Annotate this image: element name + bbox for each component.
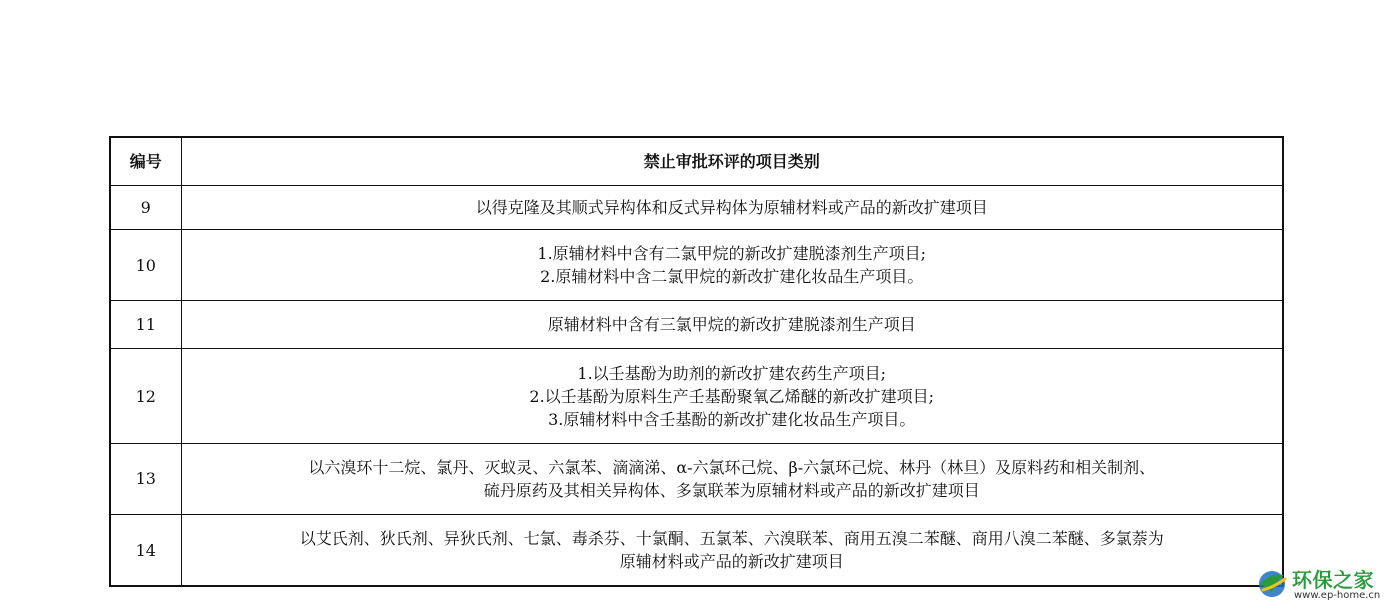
row-description: [181, 349, 1283, 443]
row-number: 11: [110, 301, 181, 349]
table-row: [110, 515, 1283, 586]
row-number: 9: [110, 185, 181, 229]
row-description: [181, 515, 1283, 586]
table-row: [110, 185, 1283, 229]
row-line: 2.以壬基酚为原料生产壬基酚聚氧乙烯醚的新改扩建项目;: [529, 386, 935, 406]
row-line: 以艾氏剂、狄氏剂、异狄氏剂、七氯、毒杀芬、十氯酮、五氯苯、六溴联苯、商用五溴二苯醚、商用八溴二苯醚、多氯萘为: [299, 529, 1164, 549]
watermark-logo: [1254, 563, 1390, 605]
row-line: 硫丹原药及其相关异构体、多氯联苯为原辅材料或产品的新改扩建项目: [483, 480, 980, 500]
row-line: 1.原辅材料中含有二氯甲烷的新改扩建脱漆剂生产项目;: [537, 244, 927, 264]
table-header-row: [110, 137, 1283, 185]
row-description: [181, 443, 1283, 514]
table-row: [110, 349, 1283, 443]
row-line: 以六溴环十二烷、氯丹、灭蚁灵、六氯苯、滴滴涕、α-六氯环己烷、β-六氯环己烷、林丹（林旦）及原料药和相关制剂、: [308, 457, 1156, 477]
watermark-name: 环保之家: [1292, 568, 1374, 592]
row-number: 14: [110, 515, 181, 586]
row-line: 1.以壬基酚为助剂的新改扩建农药生产项目;: [577, 363, 887, 383]
row-number: 13: [110, 443, 181, 514]
row-line: 以得克隆及其顺式异构体和反式异构体为原辅材料或产品的新改扩建项目: [475, 197, 988, 217]
row-description: [181, 185, 1283, 229]
row-line: 原辅材料中含有三氯甲烷的新改扩建脱漆剂生产项目: [547, 315, 916, 335]
header-number: 编号: [110, 137, 181, 185]
prohibited-projects-table: [109, 136, 1284, 587]
row-number: 12: [110, 349, 181, 443]
row-line: 3.原辅材料中含壬基酚的新改扩建化妆品生产项目。: [548, 409, 916, 429]
globe-leaf-icon: [1254, 565, 1290, 601]
header-category: 禁止审批环评的项目类别: [181, 137, 1283, 185]
table-row: [110, 301, 1283, 349]
row-line: 原辅材料或产品的新改扩建项目: [619, 552, 844, 572]
row-description: [181, 301, 1283, 349]
table-row: [110, 443, 1283, 514]
table-row: [110, 229, 1283, 300]
row-line: 2.原辅材料中含二氯甲烷的新改扩建化妆品生产项目。: [540, 267, 924, 287]
row-description: [181, 229, 1283, 300]
watermark-url: www.ep-home.cn: [1294, 590, 1381, 601]
row-number: 10: [110, 229, 181, 300]
